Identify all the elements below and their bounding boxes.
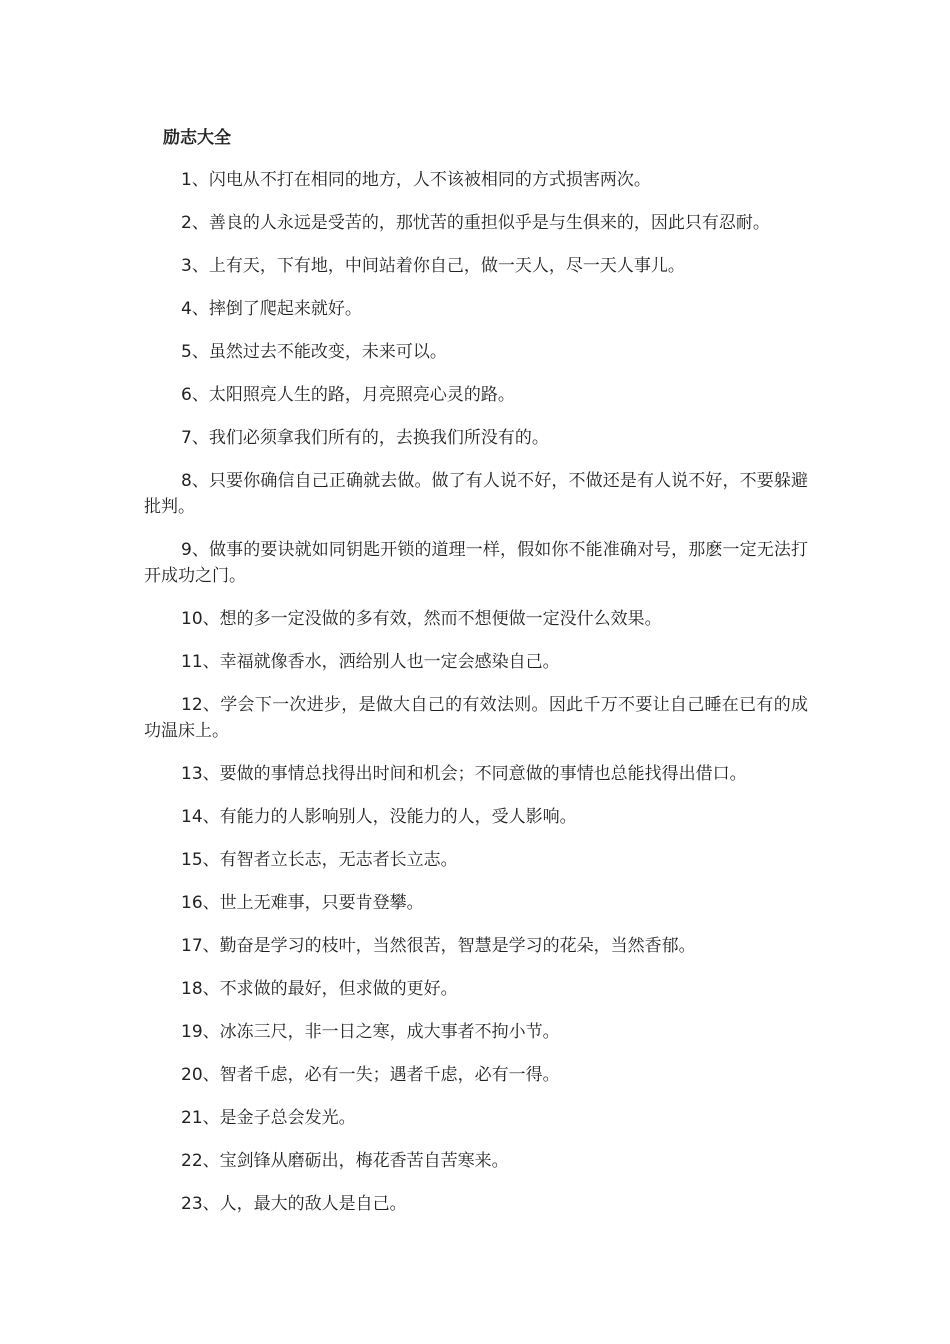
quote-item: 14、有能力的人影响别人，没能力的人，受人影响。	[181, 807, 577, 827]
quote-item: 23、人，最大的敌人是自己。	[181, 1194, 407, 1214]
quote-item: 22、宝剑锋从磨砺出，梅花香苦自苦寒来。	[181, 1151, 509, 1171]
quote-item: 17、勤奋是学习的枝叶，当然很苦，智慧是学习的花朵，当然香郁。	[181, 936, 696, 956]
quote-item: 12、学会下一次进步，是做大自己的有效法则。因此千万不要让自己睡在已有的成功温床上。	[144, 695, 808, 741]
document-title: 励志大全	[163, 128, 231, 148]
quote-item: 21、是金子总会发光。	[181, 1108, 356, 1128]
quote-item: 5、虽然过去不能改变，未来可以。	[181, 342, 447, 362]
quote-item: 15、有智者立长志，无志者长立志。	[181, 850, 458, 870]
quote-item: 7、我们必须拿我们所有的，去换我们所没有的。	[181, 428, 549, 448]
quote-item: 18、不求做的最好，但求做的更好。	[181, 979, 458, 999]
quote-item: 4、摔倒了爬起来就好。	[181, 299, 362, 319]
quote-list	[144, 167, 808, 1234]
quote-item: 19、冰冻三尺，非一日之寒，成大事者不拘小节。	[181, 1022, 560, 1042]
quote-item: 10、想的多一定没做的多有效，然而不想便做一定没什么效果。	[181, 609, 662, 629]
quote-item: 9、做事的要诀就如同钥匙开锁的道理一样，假如你不能准确对号，那麽一定无法打开成功之门。	[144, 540, 808, 586]
quote-item: 8、只要你确信自己正确就去做。做了有人说不好，不做还是有人说不好，不要躲避批判。	[144, 471, 808, 517]
quote-item: 20、智者千虑，必有一失；遇者千虑，必有一得。	[181, 1065, 560, 1085]
quote-item: 2、善良的人永远是受苦的，那忧苦的重担似乎是与生俱来的，因此只有忍耐。	[181, 213, 770, 233]
quote-item: 6、太阳照亮人生的路，月亮照亮心灵的路。	[181, 385, 515, 405]
quote-item: 3、上有天，下有地，中间站着你自己，做一天人，尽一天人事儿。	[181, 256, 685, 276]
quote-item: 13、要做的事情总找得出时间和机会；不同意做的事情也总能找得出借口。	[181, 764, 747, 784]
quote-item: 11、幸福就像香水，洒给别人也一定会感染自己。	[181, 652, 560, 672]
quote-item: 16、世上无难事，只要肯登攀。	[181, 893, 424, 913]
quote-item: 1、闪电从不打在相同的地方，人不该被相同的方式损害两次。	[181, 170, 651, 190]
